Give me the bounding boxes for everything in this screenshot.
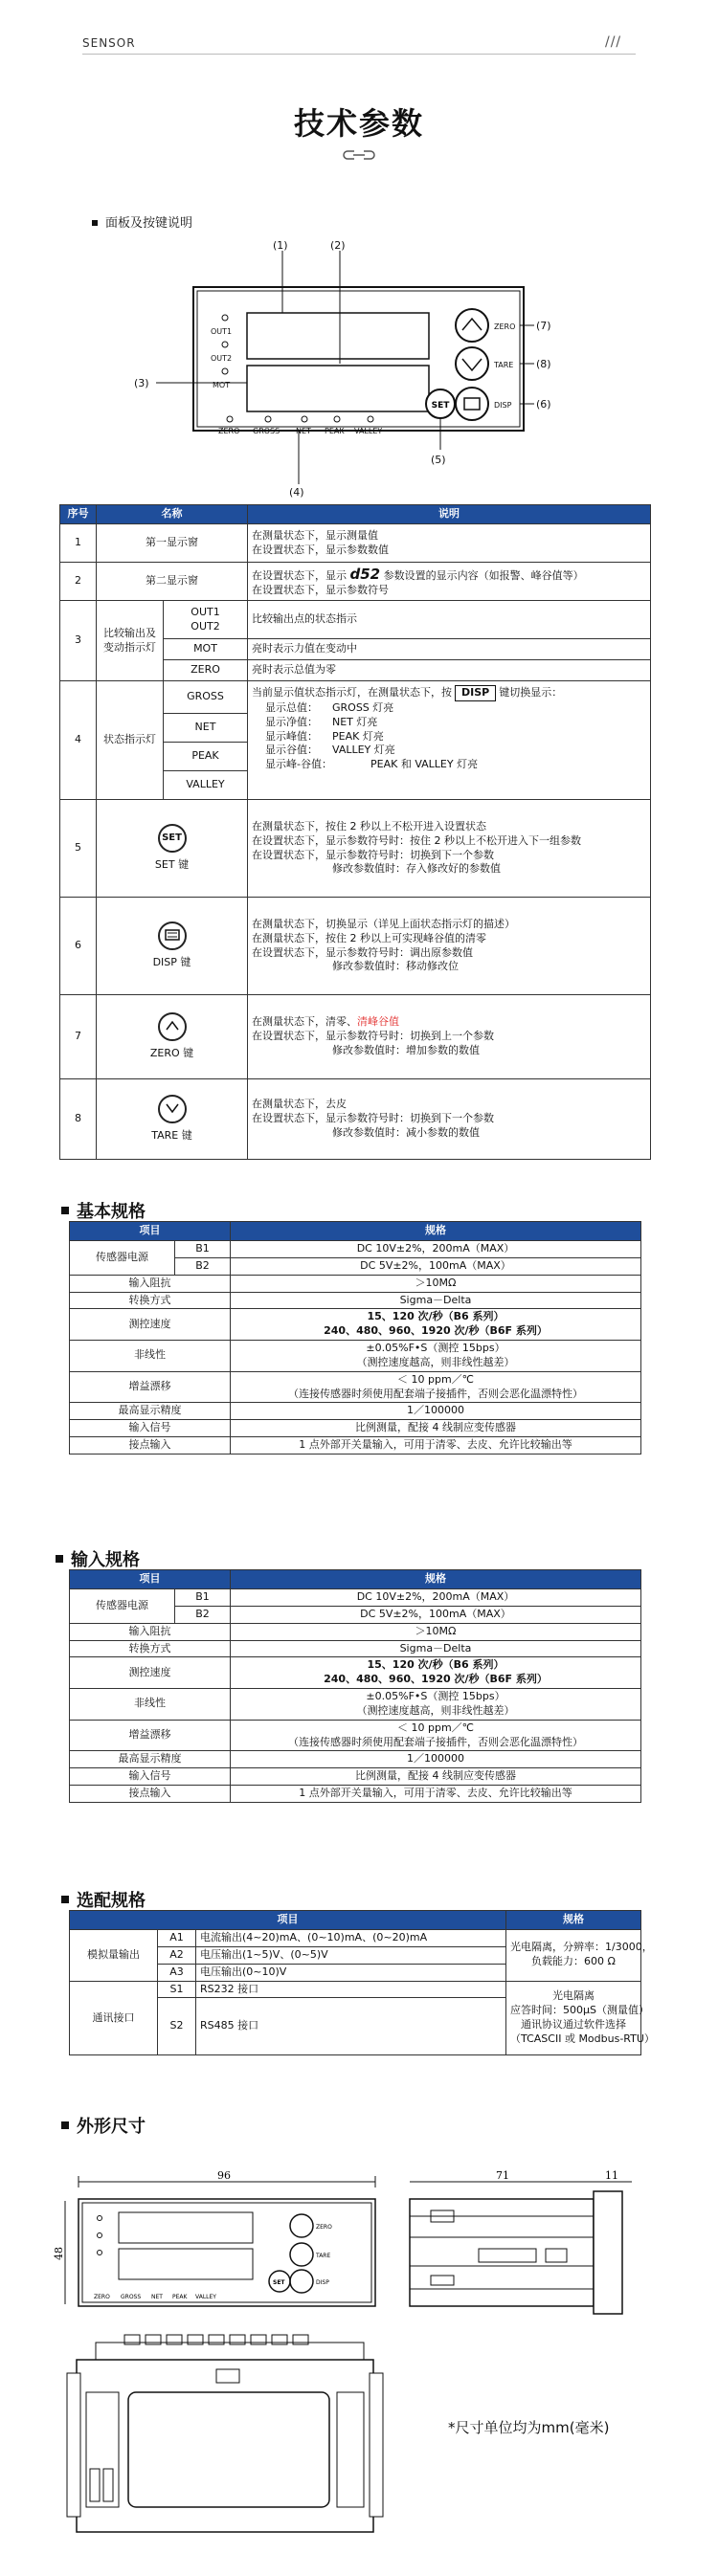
front-disp: DISP: [316, 2279, 329, 2286]
page-title: 技术参数: [293, 105, 424, 142]
table-cell: DC 10V±2%，200mA（MAX）: [231, 1589, 641, 1607]
table-cell: 项目: [70, 1222, 231, 1241]
table-cell: 比较输出点的状态指示: [248, 601, 651, 639]
table-cell: 1: [60, 524, 97, 563]
table-row: 非线性 ±0.05%F•S（测控 15bps） （测控速度越高，则非线性越差）: [70, 1689, 641, 1721]
table-cell: 1 点外部开关量输入，可用于清零、去皮、允许比较输出等: [231, 1786, 641, 1803]
dimensions-heading: 外形尺寸: [61, 2113, 146, 2138]
table-cell: 电压输出(1~5)V、(0~5)V: [196, 1946, 506, 1964]
table-row: 增益漂移 ＜ 10 ppm／℃ （连接传感器时须使用配套端子接插件，否则会恶化温漂特性）: [70, 1720, 641, 1751]
set-key-label: SET: [431, 401, 450, 411]
table-cell: 输入阻抗: [70, 1623, 231, 1640]
table-cell: 亮时表示力值在变动中: [248, 639, 651, 660]
table-cell: 规格: [506, 1911, 641, 1930]
table-row: [70, 1589, 641, 1607]
callout-5: (5): [431, 454, 446, 466]
key-table: [59, 504, 651, 1160]
peak-led-label: PEAK: [325, 427, 345, 435]
bullet-square: [61, 1207, 69, 1214]
table-cell: 增益漂移: [70, 1371, 231, 1403]
panel-diagram: [134, 239, 594, 498]
table-cell: 转换方式: [70, 1292, 231, 1309]
front-tare: TARE: [316, 2253, 331, 2259]
mot-label: MOT: [213, 381, 231, 389]
front-set: SET: [273, 2279, 285, 2286]
callout-6: (6): [536, 398, 551, 411]
table-cell: 电流输出(4~20)mA、(0~10)mA、(0~20)mA: [196, 1930, 506, 1947]
table-cell: ＞10MΩ: [231, 1623, 641, 1640]
zero-key-side-label: ZERO: [494, 322, 516, 331]
table-cell: A1: [158, 1930, 196, 1947]
set-key-icon: SET: [158, 824, 187, 853]
table-cell: 1 点外部开关量输入，可用于清零、去皮、允许比较输出等: [231, 1437, 641, 1455]
dim-11: 11: [605, 2169, 618, 2182]
table-row: [70, 1275, 641, 1292]
table-cell: 项目: [70, 1911, 506, 1930]
disp-key-box: DISP: [455, 685, 496, 701]
table-cell: 输入阻抗: [70, 1275, 231, 1292]
table-cell: 第一显示窗: [97, 524, 248, 563]
panel-section-heading: 面板及按键说明: [92, 212, 192, 231]
table-row: [70, 1403, 641, 1420]
table-row: [70, 1640, 641, 1657]
table-cell: 最高显示精度: [70, 1751, 231, 1768]
out1-label: OUT1: [211, 327, 233, 336]
callout-4: (4): [289, 486, 304, 499]
dim-96: 96: [217, 2169, 231, 2182]
table-row: [70, 1241, 641, 1258]
table-row: [70, 1437, 641, 1455]
col-name: 名称: [97, 505, 248, 524]
side-view-drawing: [393, 2170, 661, 2314]
table-row: [70, 1420, 641, 1437]
callout-2: (2): [330, 239, 346, 252]
table-cell: GROSS: [164, 681, 248, 714]
input-spec-heading: 输入规格: [56, 1546, 140, 1571]
front-led-valley: VALLEY: [195, 2294, 216, 2300]
header-divider: [82, 54, 636, 55]
table-row: [70, 1292, 641, 1309]
table-cell: A3: [158, 1964, 196, 1981]
table-cell: 模拟量输出: [70, 1930, 158, 1982]
table-cell: S2: [158, 1998, 196, 2055]
table-row: 增益漂移 ＜ 10 ppm／℃ （连接传感器时须使用配套端子接插件，否则会恶化温漂特性）: [70, 1371, 641, 1403]
table-row: 模拟量输出 A1 电流输出(4~20)mA、(0~10)mA、(0~20)mA 光电隔离，分辨率：1/3000， 负载能力：600 Ω: [70, 1930, 641, 1947]
table-cell: 比例测量，配接 4 线制应变传感器: [231, 1768, 641, 1786]
table-row: 1 第一显示窗 在测量状态下，显示测量值 在设置状态下，显示参数数值: [60, 524, 651, 563]
table-cell: RS485 接口: [196, 1998, 506, 2055]
bullet-square: [61, 1896, 69, 1903]
table-cell: 2: [60, 563, 97, 601]
d52-symbol: d52: [349, 565, 381, 583]
rear-view-drawing: [67, 2335, 383, 2541]
front-led-net: NET: [151, 2294, 163, 2300]
table-cell: 亮时表示总值为零: [248, 660, 651, 681]
bullet-square: [61, 2121, 69, 2129]
table-cell: 1／100000: [231, 1751, 641, 1768]
table-row: 通讯接口 S1 RS232 接口 光电隔离 应答时间：500μS（测量值） 通讯协议通过软件选择 （TCASCII 或 Modbus-RTU）: [70, 1981, 641, 1998]
table-cell: 测控速度: [70, 1309, 231, 1341]
table-cell: 通讯接口: [70, 1981, 158, 2055]
table-cell: 接点输入: [70, 1437, 231, 1455]
net-led-label: NET: [296, 427, 311, 435]
table-cell: NET: [164, 714, 248, 743]
table-cell: Sigma－Delta: [231, 1640, 641, 1657]
table-cell: 传感器电源: [70, 1241, 175, 1276]
gross-led-label: GROSS: [253, 427, 280, 435]
table-cell: MOT: [164, 639, 248, 660]
table-cell: B2: [175, 1606, 231, 1623]
table-cell: 4: [60, 681, 97, 800]
valley-led-label: VALLEY: [354, 427, 383, 435]
callout-8: (8): [536, 358, 551, 370]
table-cell: 第二显示窗: [97, 563, 248, 601]
header-slashes: ///: [605, 34, 622, 50]
table-row: 测控速度 15、120 次/秒（B6 系列） 240、480、960、1920 次/秒（B6F 系列）: [70, 1657, 641, 1689]
dim-48: 48: [53, 2247, 65, 2260]
table-row: [70, 1751, 641, 1768]
front-led-peak: PEAK: [172, 2294, 188, 2300]
tare-key-icon: [158, 1095, 187, 1123]
table-cell: Sigma－Delta: [231, 1292, 641, 1309]
callout-7: (7): [536, 320, 551, 332]
table-row: 3 比较输出及变动指示灯 OUT1 OUT2 比较输出点的状态指示: [60, 601, 651, 639]
front-led-gross: GROSS: [121, 2294, 142, 2300]
col-desc: 说明: [248, 505, 651, 524]
table-cell: 5: [60, 800, 97, 898]
table-cell: RS232 接口: [196, 1981, 506, 1998]
table-row: 5 SET SET 键 在测量状态下，按住 2 秒以上不松开进入设置状态 在设置状态下，显示参数符号时：按住 2 秒以上不松开进入下一组参数 在设置状态下，显示参数符号时：切换到下一个参数 修改参数值时：存入修改好的参数值: [60, 800, 651, 898]
table-row: [70, 1623, 641, 1640]
disp-key-icon: [158, 922, 187, 950]
table-cell: 8: [60, 1079, 97, 1160]
zero-led-label: ZERO: [218, 427, 240, 435]
col-no: 序号: [60, 505, 97, 524]
table-cell: 6: [60, 898, 97, 995]
table-row: 8 TARE 键 在测量状态下，去皮 在设置状态下，显示参数符号时：切换到下一个参数 修改参数值时：减小参数的数值: [60, 1079, 651, 1160]
bullet-square: [92, 220, 98, 226]
table-cell: 传感器电源: [70, 1589, 175, 1624]
table-row: 6 DISP 键 在测量状态下，切换显示（详见上面状态指示灯的描述） 在测量状态下，按住 2 秒以上可实现峰谷值的清零 在设置状态下，显示参数符号时：调出原参数值 修改参数值时：移动修改位: [60, 898, 651, 995]
table-cell: 7: [60, 995, 97, 1079]
dim-71: 71: [496, 2169, 509, 2182]
option-spec-table: [69, 1910, 655, 2055]
table-cell: 增益漂移: [70, 1720, 231, 1751]
table-cell: S1: [158, 1981, 196, 1998]
disp-key-side-label: DISP: [494, 401, 512, 410]
option-spec-heading: 选配规格: [61, 1887, 146, 1912]
tare-key-side-label: TARE: [494, 361, 514, 369]
basic-spec-heading: 基本规格: [61, 1198, 146, 1223]
out2-label: OUT2: [211, 354, 233, 363]
table-cell: 比例测量，配接 4 线制应变传感器: [231, 1420, 641, 1437]
table-cell: 比较输出及变动指示灯: [97, 601, 164, 681]
table-row: [70, 1786, 641, 1803]
table-row: 非线性 ±0.05%F•S（测控 15bps） （测控速度越高，则非线性越差）: [70, 1341, 641, 1372]
table-row: 测控速度 15、120 次/秒（B6 系列） 240、480、960、1920 次/秒（B6F 系列）: [70, 1309, 641, 1341]
table-cell: ＞10MΩ: [231, 1275, 641, 1292]
basic-spec-table: [69, 1221, 641, 1455]
table-cell: 输入信号: [70, 1420, 231, 1437]
table-cell: 接点输入: [70, 1786, 231, 1803]
callout-1: (1): [273, 239, 288, 252]
table-row: [70, 1768, 641, 1786]
table-cell: DC 10V±2%，200mA（MAX）: [231, 1241, 641, 1258]
table-cell: 非线性: [70, 1341, 231, 1372]
unit-note: *尺寸单位均为mm(毫米): [448, 2419, 610, 2436]
table-row: 4 状态指示灯 GROSS 当前显示值状态指示灯，在测量状态下，按 DISP 键切换显示： 显示总值： GROSS 灯亮 显示净值： NET 灯亮 显示峰值： PEAK 灯亮 显示谷值： VALLEY 灯亮 显示峰-谷值： PEAK 和 VALLEY 灯亮: [60, 681, 651, 714]
table-cell: 项目: [70, 1570, 231, 1589]
table-cell: 状态指示灯: [97, 681, 164, 800]
table-cell: 电压输出(0~10)V: [196, 1964, 506, 1981]
table-cell: 3: [60, 601, 97, 681]
table-cell: ZERO: [164, 660, 248, 681]
table-cell: 1／100000: [231, 1403, 641, 1420]
table-cell: VALLEY: [164, 771, 248, 800]
input-spec-table: [69, 1569, 641, 1803]
zero-key-icon: [158, 1012, 187, 1041]
table-cell: B2: [175, 1257, 231, 1275]
callout-3: (3): [134, 377, 149, 389]
brand-label: SENSOR: [82, 36, 136, 50]
table-cell: A2: [158, 1946, 196, 1964]
table-cell: DC 5V±2%，100mA（MAX）: [231, 1606, 641, 1623]
table-row: 7 ZERO 键 在测量状态下，清零、清峰谷值 在设置状态下，显示参数符号时：切换到上一个参数 修改参数值时：增加参数的数值: [60, 995, 651, 1079]
table-cell: 最高显示精度: [70, 1403, 231, 1420]
page-header: [0, 0, 718, 54]
table-cell: 输入信号: [70, 1768, 231, 1786]
table-cell: B1: [175, 1589, 231, 1607]
link-icon: [337, 148, 381, 162]
table-cell: 测控速度: [70, 1657, 231, 1689]
table-cell: B1: [175, 1241, 231, 1258]
bullet-square: [56, 1555, 63, 1563]
table-cell: 非线性: [70, 1689, 231, 1721]
table-cell: PEAK: [164, 743, 248, 771]
table-cell: 规格: [231, 1222, 641, 1241]
table-cell: 规格: [231, 1570, 641, 1589]
table-row: 2 第二显示窗 在设置状态下，显示 d52 参数设置的显示内容（如报警、峰谷值等） 在设置状态下，显示参数符号: [60, 563, 651, 601]
table-cell: DC 5V±2%，100mA（MAX）: [231, 1257, 641, 1275]
table-cell: 转换方式: [70, 1640, 231, 1657]
front-zero: ZERO: [316, 2224, 332, 2231]
front-led-zero: ZERO: [94, 2294, 110, 2300]
front-view-drawing: [53, 2169, 404, 2314]
